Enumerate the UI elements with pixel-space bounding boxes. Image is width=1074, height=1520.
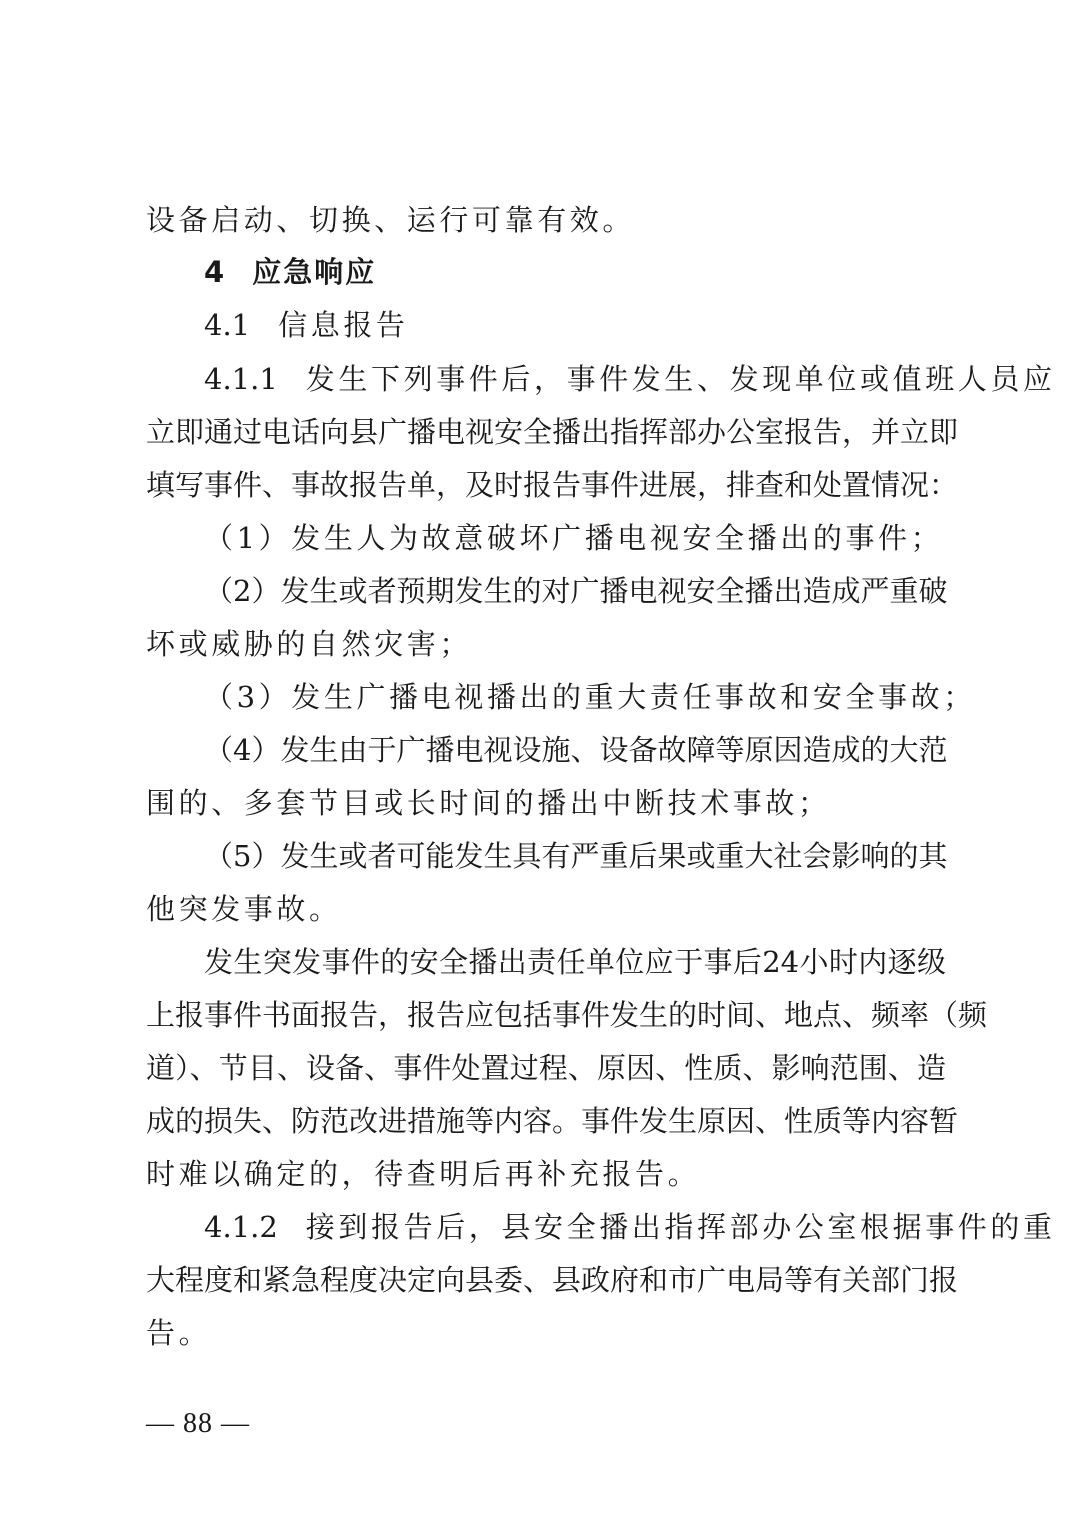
section-title: 应急响应 xyxy=(252,255,377,289)
paragraph-line: 发生突发事件的安全播出责任单位应于事后24小时内逐级 xyxy=(204,945,946,979)
list-item-3: （3）发生广播电视播出的重大责任事故和安全事故； xyxy=(204,680,976,714)
paragraph-line: 道）、节目、设备、事件处置过程、原因、性质、影响范围、造 xyxy=(146,1051,946,1085)
section-heading-4-1 xyxy=(204,305,946,345)
page-number: — 88 — xyxy=(146,1408,250,1439)
paragraph-line xyxy=(204,1207,1056,1247)
list-item-1: （1）发生人为故意破坏广播电视安全播出的事件； xyxy=(204,521,944,555)
paragraph-line: 告。 xyxy=(146,1316,212,1350)
clause-number: 4.1.2 xyxy=(204,1210,278,1244)
paragraph-line: 成的损失、防范改进措施等内容。事件发生原因、性质等内容暂 xyxy=(146,1104,959,1138)
paragraph-line: 围的、多套节目或长时间的播出中断技术事故； xyxy=(146,786,831,820)
paragraph-line xyxy=(204,359,1056,399)
list-item-2: （2）发生或者预期发生的对广播电视安全播出造成严重破 xyxy=(204,574,948,608)
paragraph-line: 填写事件、事故报告单，及时报告事件进展，排查和处置情况： xyxy=(146,468,959,502)
paragraph-line: 坏或威胁的自然灾害； xyxy=(146,627,473,661)
paragraph-line: 设备启动、切换、运行可靠有效。 xyxy=(146,203,636,237)
list-item-4: （4）发生由于广播电视设施、设备故障等原因造成的大范 xyxy=(204,733,948,767)
paragraph-line: 大程度和紧急程度决定向县委、县政府和市广电局等有关部门报 xyxy=(146,1263,959,1297)
list-item-5: （5）发生或者可能发生具有严重后果或重大社会影响的其 xyxy=(204,839,948,873)
paragraph-line: 上报事件书面报告，报告应包括事件发生的时间、地点、频率（频 xyxy=(146,998,988,1032)
section-title: 信息报告 xyxy=(278,308,409,342)
clause-text: 发生下列事件后，事件发生、发现单位或值班人员应 xyxy=(305,362,1056,396)
clause-text: 接到报告后，县安全播出指挥部办公室根据事件的重 xyxy=(305,1210,1056,1244)
clause-number: 4.1.1 xyxy=(204,362,278,396)
section-heading-4 xyxy=(204,252,946,292)
paragraph-line: 他突发事故。 xyxy=(146,892,342,926)
paragraph-line: 时难以确定的，待查明后再补充报告。 xyxy=(146,1157,701,1191)
section-number: 4.1 xyxy=(204,308,251,342)
section-number: 4 xyxy=(204,255,225,289)
paragraph-line: 立即通过电话向县广播电视安全播出指挥部办公室报告，并立即 xyxy=(146,415,959,449)
